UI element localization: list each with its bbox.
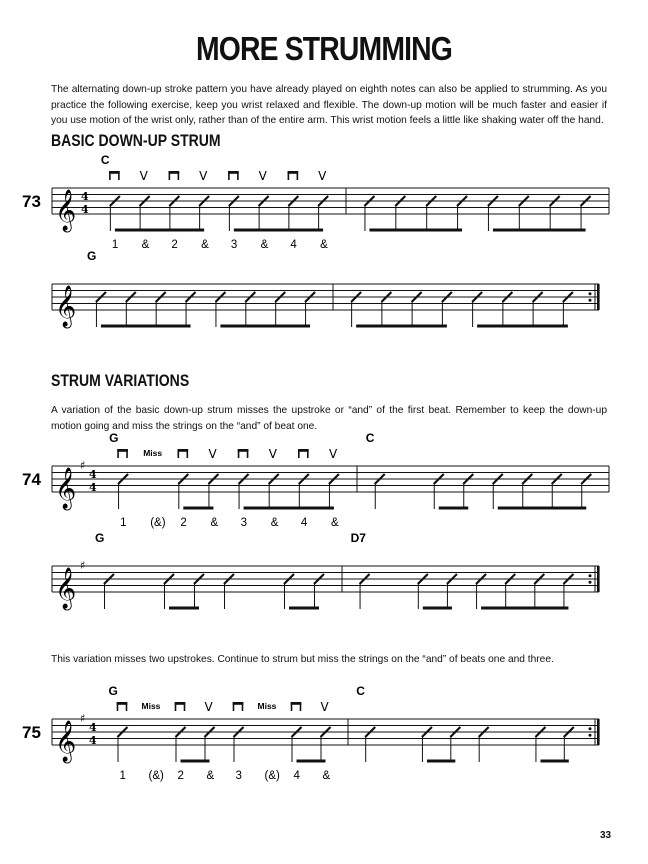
time-signature-bottom: 4 — [89, 481, 97, 494]
beat-count: 3 — [230, 239, 238, 251]
repeat-dot — [589, 727, 592, 730]
downstroke-symbol-bar — [228, 171, 239, 174]
downstroke-symbol-bar — [291, 702, 302, 705]
downstroke-symbol-bar — [109, 171, 120, 174]
upstroke-symbol: V — [328, 447, 338, 461]
treble-clef: 𝄞 — [55, 468, 77, 509]
repeat-dot — [589, 734, 592, 737]
exercise-number: 73 — [22, 192, 41, 211]
final-barline — [597, 719, 600, 745]
beat-count: & — [322, 770, 331, 782]
beat-count: 1 — [111, 239, 119, 251]
upstroke-symbol: V — [318, 169, 327, 183]
time-signature-bottom: 4 — [89, 734, 97, 747]
section-heading-basic-strum: BASIC DOWN-UP STRUM — [51, 132, 221, 150]
downstroke-symbol-bar — [298, 449, 309, 452]
upstroke-symbol: V — [258, 169, 267, 183]
beat-count: 4 — [300, 517, 308, 529]
downstroke-symbol-bar — [288, 171, 299, 174]
exercise-number: 75 — [22, 723, 41, 742]
treble-clef: 𝄞 — [55, 721, 77, 762]
intro-paragraph: The alternating down-up stroke pattern you have already played on eighth notes can also be applied to strumming. As you practice the following exercise, keep you wrist relaxed and flexible. The down-up motion will be much faster and easier if you use motion of the wrist only, rather than of the entire arm. This wrist motion feels a little like shaking water off the hand. — [51, 84, 607, 127]
beat-count: (&) — [264, 770, 280, 782]
chord-symbol: C — [365, 431, 375, 445]
beat-count: & — [320, 239, 328, 251]
treble-clef: 𝄞 — [55, 286, 77, 327]
downstroke-symbol-bar — [233, 702, 244, 705]
upstroke-symbol: V — [199, 169, 208, 183]
miss-label: Miss — [141, 701, 161, 711]
beat-count: 2 — [171, 239, 178, 251]
final-barline — [597, 566, 600, 592]
beat-count: & — [260, 239, 269, 251]
repeat-dot — [589, 292, 592, 295]
beat-count: 1 — [120, 517, 127, 529]
time-signature-top: 4 — [89, 468, 97, 481]
upstroke-symbol: V — [268, 447, 277, 461]
downstroke-symbol-bar — [117, 449, 128, 452]
upstroke-symbol: V — [320, 700, 329, 714]
beat-count: 4 — [293, 770, 300, 782]
beat-count: & — [141, 239, 150, 251]
repeat-dot — [589, 299, 592, 302]
repeat-dot — [589, 581, 592, 584]
page-number: 33 — [600, 830, 612, 841]
time-signature-top: 4 — [89, 721, 97, 734]
treble-clef: 𝄞 — [55, 568, 77, 609]
time-signature-top: 4 — [81, 190, 89, 203]
beat-count: (&) — [150, 517, 166, 529]
chord-symbol: D7 — [350, 531, 366, 545]
miss-label: Miss — [257, 701, 277, 711]
two-upstrokes-paragraph: This variation misses two upstrokes. Continue to strum but miss the strings on the “and” of beats one and three. — [51, 654, 554, 665]
downstroke-symbol-bar — [238, 449, 249, 452]
downstroke-symbol-bar — [175, 702, 186, 705]
key-signature-sharp: ♯ — [80, 712, 86, 725]
chord-symbol: G — [108, 684, 118, 698]
beat-count: & — [330, 517, 339, 529]
downstroke-symbol-bar — [178, 449, 189, 452]
chord-symbol: G — [109, 431, 119, 445]
page-title: MORE STRUMMING — [196, 30, 452, 67]
beat-count: & — [206, 770, 215, 782]
final-barline — [597, 284, 600, 310]
beat-count: & — [270, 517, 279, 529]
beat-count: 3 — [240, 517, 247, 529]
chord-symbol: G — [86, 249, 97, 263]
beat-count: (&) — [148, 770, 164, 782]
time-signature-bottom: 4 — [81, 203, 89, 216]
beat-count: 1 — [119, 770, 126, 782]
strum-variations-paragraph: A variation of the basic down-up strum misses the upstroke or “and” of the first beat. Remember to keep the down-up motion going and miss the strings on the “and” of beat one. — [51, 405, 607, 432]
chord-symbol: G — [95, 531, 105, 545]
repeat-dot — [589, 574, 592, 577]
beat-count: 2 — [180, 517, 187, 529]
chord-symbol: C — [356, 684, 365, 698]
beat-count: & — [201, 239, 209, 251]
beat-count: & — [210, 517, 219, 529]
beat-count: 3 — [235, 770, 242, 782]
upstroke-symbol: V — [139, 169, 148, 183]
section-heading-strum-variations: STRUM VARIATIONS — [51, 372, 190, 390]
exercise-number: 74 — [22, 470, 41, 489]
downstroke-symbol-bar — [169, 171, 180, 174]
miss-label: Miss — [143, 448, 163, 458]
upstroke-symbol: V — [208, 447, 217, 461]
chord-symbol: C — [100, 153, 110, 167]
beat-count: 4 — [290, 239, 297, 251]
treble-clef: 𝄞 — [55, 190, 77, 231]
downstroke-symbol-bar — [117, 702, 128, 705]
key-signature-sharp: ♯ — [80, 459, 86, 472]
beat-count: 2 — [177, 770, 184, 782]
upstroke-symbol: V — [204, 700, 213, 714]
key-signature-sharp: ♯ — [80, 559, 86, 572]
